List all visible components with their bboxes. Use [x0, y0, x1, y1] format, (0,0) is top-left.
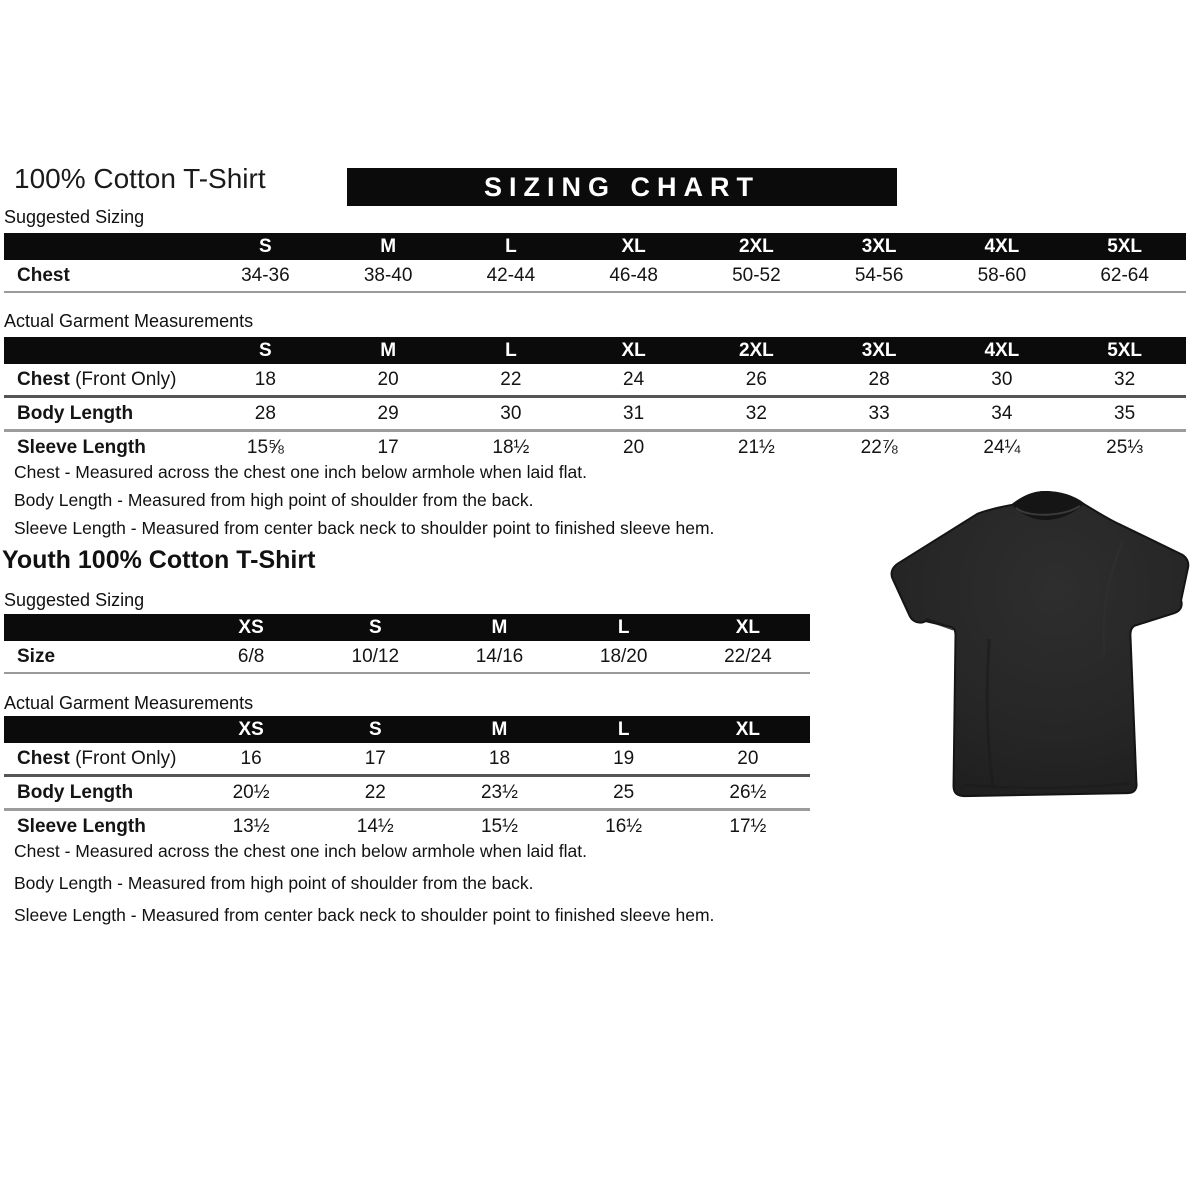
cell: 25⅓: [1106, 436, 1144, 458]
adult-actual-measurements-label: Actual Garment Measurements: [4, 311, 254, 331]
cell: 28: [254, 402, 276, 424]
header-cell: M: [327, 233, 450, 260]
cell: 20: [377, 368, 399, 390]
tshirt-photo: [878, 478, 1196, 820]
note-chest: Chest - Measured across the chest one inch below armhole when laid flat.: [14, 462, 587, 482]
table-row-sleeve-length: [4, 431, 1186, 464]
header-cell: XL: [686, 716, 810, 743]
header-cell-empty: [4, 716, 189, 743]
note-body-length: Body Length - Measured from high point of shoulder from the back.: [14, 873, 534, 893]
table-header-row: [4, 716, 810, 743]
header-cell: XL: [572, 233, 695, 260]
row-label: Body Length: [17, 781, 134, 803]
cell: 33: [868, 402, 890, 424]
cell: 34: [991, 402, 1013, 424]
cell: 6/8: [237, 645, 265, 667]
header-cell: 4XL: [941, 337, 1064, 364]
table-header-row: [4, 614, 810, 641]
table-row-body-length: [4, 776, 810, 810]
header-cell: M: [437, 716, 561, 743]
table-header-row: [4, 233, 1186, 260]
cell: 32: [745, 402, 767, 424]
header-cell: S: [204, 233, 327, 260]
cell: 29: [377, 402, 399, 424]
header-cell: L: [450, 337, 573, 364]
row-label: Chest (Front Only): [17, 368, 177, 390]
header-cell: 5XL: [1063, 233, 1186, 260]
cell: 17: [364, 747, 386, 769]
note-sleeve-length: Sleeve Length - Measured from center back neck to shoulder point to finished sleeve hem.: [14, 518, 715, 538]
row-label-suffix: (Front Only): [69, 747, 177, 769]
cell: 22: [500, 368, 522, 390]
note-chest: Chest - Measured across the chest one inch below armhole when laid flat.: [14, 841, 587, 861]
adult-title: 100% Cotton T-Shirt: [14, 163, 266, 194]
header-cell-empty: [4, 233, 204, 260]
row-label: Chest (Front Only): [17, 747, 177, 769]
youth-suggested-sizing-label: Suggested Sizing: [4, 590, 145, 610]
cell: 25: [613, 781, 635, 803]
header-cell: 3XL: [818, 337, 941, 364]
cell: 58-60: [977, 264, 1027, 286]
header-cell: 4XL: [941, 233, 1064, 260]
cell: 62-64: [1100, 264, 1149, 286]
header-cell-empty: [4, 614, 189, 641]
adult-suggested-sizing-label: Suggested Sizing: [4, 207, 145, 227]
youth-title: Youth 100% Cotton T-Shirt: [2, 546, 316, 574]
header-cell: M: [437, 614, 561, 641]
adult-measurement-notes: [14, 461, 834, 545]
tshirt-body: [892, 492, 1189, 796]
cell: 54-56: [854, 264, 904, 286]
table-row-body-length: [4, 397, 1186, 431]
header-cell: L: [562, 716, 686, 743]
youth-measurement-notes: [14, 840, 834, 936]
cell: 15⅝: [246, 436, 284, 458]
header-cell: S: [313, 716, 437, 743]
table-row-chest: [4, 260, 1186, 292]
header-cell: S: [313, 614, 437, 641]
header-cell: 2XL: [695, 233, 818, 260]
cell: 20: [737, 747, 759, 769]
cell: 17: [377, 436, 399, 458]
cell: 18/20: [599, 645, 648, 667]
row-label: Sleeve Length: [17, 436, 146, 458]
cell: 10/12: [351, 645, 400, 667]
cell: 26½: [729, 781, 767, 803]
table-row-chest: [4, 364, 1186, 397]
cell: 13½: [232, 815, 270, 837]
cell: 30: [991, 368, 1013, 390]
header-cell: XL: [572, 337, 695, 364]
row-label: Sleeve Length: [17, 815, 146, 837]
adult-actual-measurements-table: [4, 337, 1186, 463]
cell: 21½: [737, 436, 775, 458]
header-cell: XL: [686, 614, 810, 641]
cell: 14½: [356, 815, 394, 837]
cell: 15½: [480, 815, 518, 837]
table-header-row: [4, 337, 1186, 364]
cell: 19: [613, 747, 635, 769]
cell: 50-52: [732, 264, 781, 286]
cell: 23½: [480, 781, 518, 803]
header-cell-empty: [4, 337, 204, 364]
cell: 24: [623, 368, 645, 390]
cell: 31: [623, 402, 645, 424]
header-cell: M: [327, 337, 450, 364]
row-label-suffix: (Front Only): [69, 368, 177, 390]
header-cell: S: [204, 337, 327, 364]
cell: 26: [745, 368, 767, 390]
youth-suggested-sizing-table: [4, 614, 810, 674]
table-row-size: [4, 641, 810, 673]
header-cell: 2XL: [695, 337, 818, 364]
header-cell: 3XL: [818, 233, 941, 260]
sizing-chart-banner: SIZING CHART: [347, 168, 897, 206]
header-cell: 5XL: [1063, 337, 1186, 364]
cell: 16: [240, 747, 262, 769]
adult-suggested-sizing-table: [4, 233, 1186, 293]
note-sleeve-length: Sleeve Length - Measured from center back neck to shoulder point to finished sleeve hem.: [14, 905, 715, 925]
cell: 18½: [492, 436, 530, 458]
cell: 24¼: [983, 436, 1021, 458]
cell: 30: [500, 402, 522, 424]
cell: 14/16: [475, 645, 524, 667]
cell: 22: [364, 781, 386, 803]
cell: 35: [1114, 402, 1136, 424]
cell: 16½: [605, 815, 643, 837]
cell: 34-36: [241, 264, 290, 286]
table-row-sleeve-length: [4, 810, 810, 843]
cell: 22/24: [724, 645, 772, 667]
cell: 22⅞: [860, 436, 898, 458]
cell: 20½: [232, 781, 270, 803]
header-cell: L: [450, 233, 573, 260]
row-label: Size: [17, 645, 56, 667]
cell: 38-40: [363, 264, 413, 286]
table-row-chest: [4, 743, 810, 776]
header-cell: XS: [189, 716, 313, 743]
header-cell: XS: [189, 614, 313, 641]
note-body-length: Body Length - Measured from high point of shoulder from the back.: [14, 490, 534, 510]
youth-actual-measurements-label: Actual Garment Measurements: [4, 693, 254, 713]
cell: 32: [1114, 368, 1136, 390]
header-cell: L: [562, 614, 686, 641]
cell: 18: [254, 368, 276, 390]
cell: 17½: [729, 815, 767, 837]
row-label: Body Length: [17, 402, 134, 424]
cell: 28: [868, 368, 890, 390]
row-label: Chest: [17, 264, 70, 286]
cell: 20: [623, 436, 645, 458]
cell: 46-48: [609, 264, 658, 286]
cell: 18: [488, 747, 511, 769]
youth-actual-measurements-table: [4, 716, 810, 842]
cell: 42-44: [486, 264, 536, 286]
